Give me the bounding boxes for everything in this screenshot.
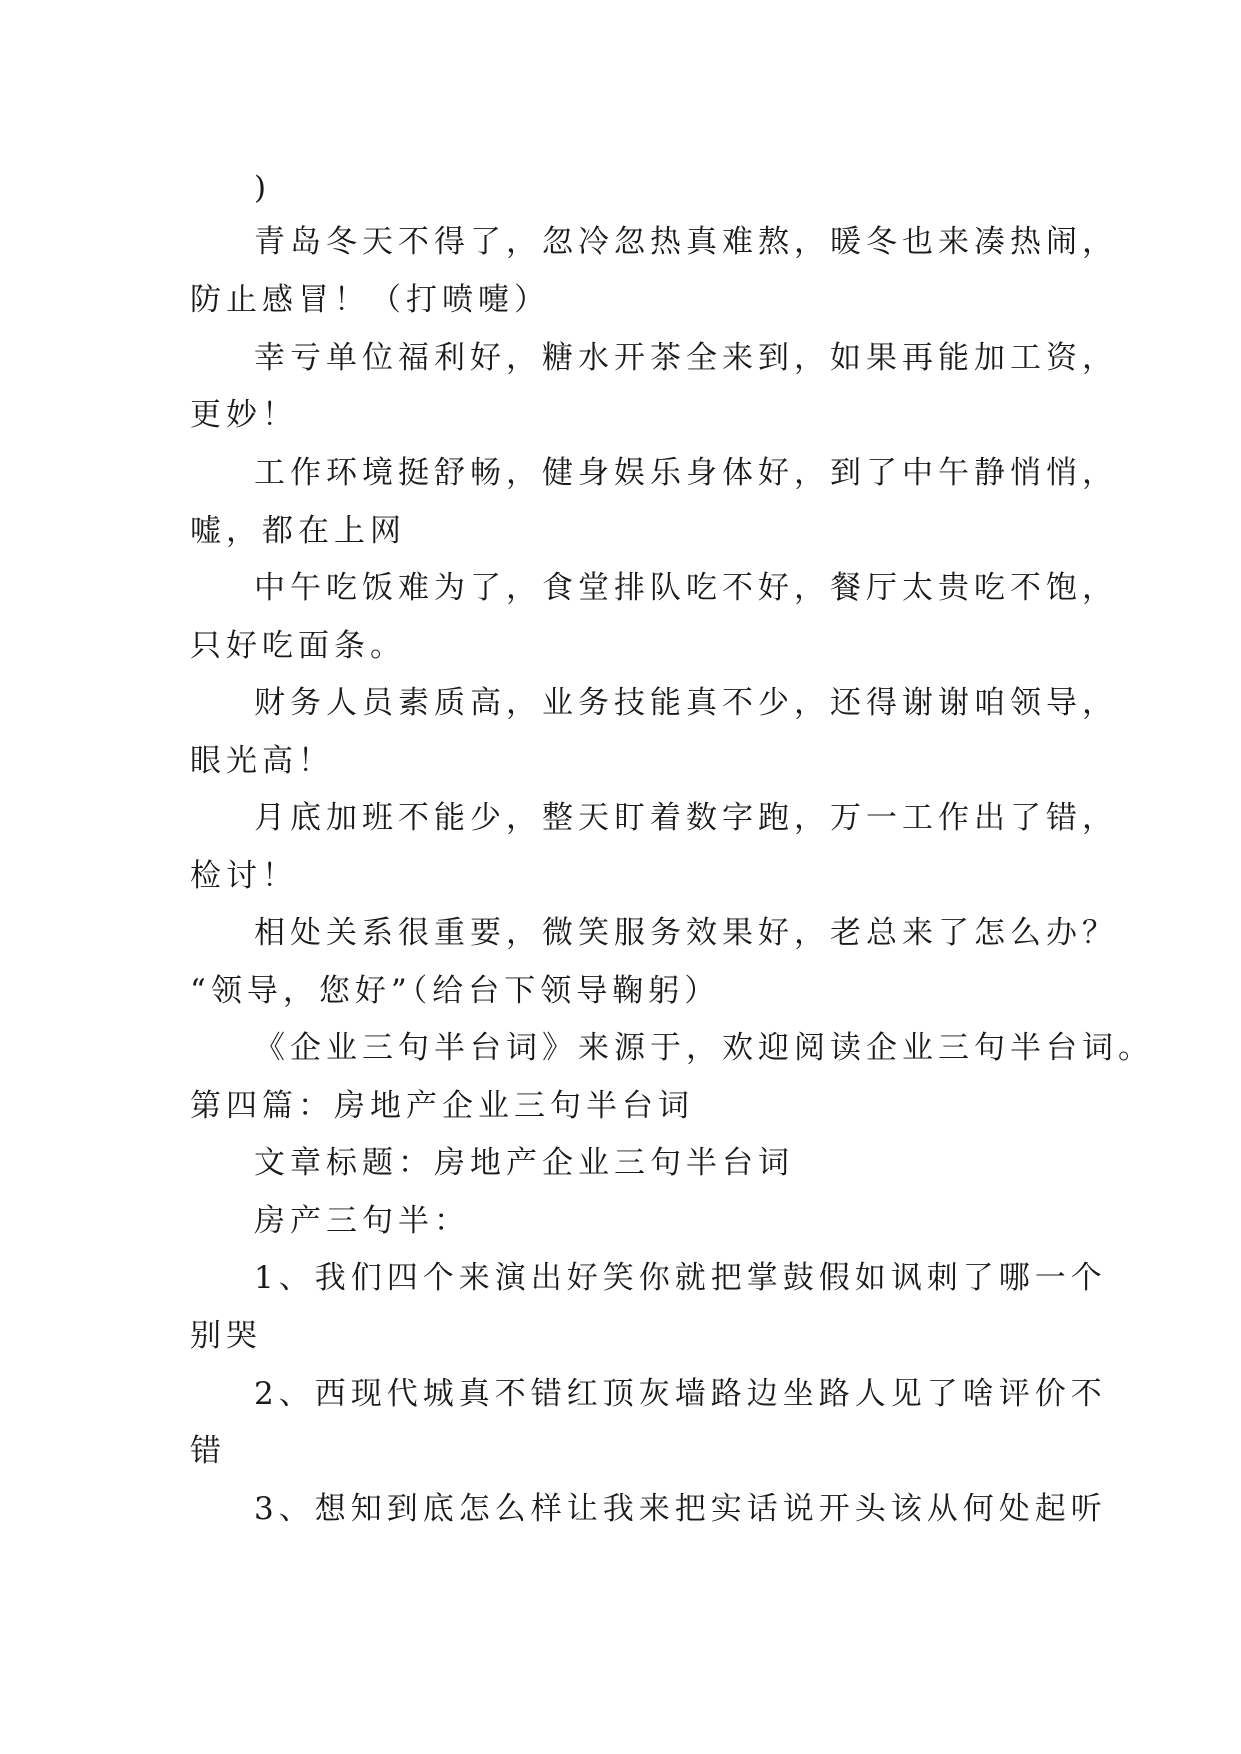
text-line: 房产三句半： — [254, 1203, 470, 1239]
text-line: 检讨！ — [190, 858, 298, 894]
text-line: 财务人员素质高，业务技能真不少，还得谢谢咱领导， — [254, 685, 1118, 721]
text-line: 青岛冬天不得了，忽冷忽热真难熬，暖冬也来凑热闹， — [254, 224, 1118, 260]
section-heading: 第四篇：房地产企业三句半台词 — [190, 1088, 694, 1124]
text-line: 只好吃面条。 — [190, 628, 406, 664]
text-line: 更妙！ — [190, 397, 298, 433]
text-line: 眼光高！ — [190, 743, 334, 779]
text-line: 3、想知到底怎么样让我来把实话说开头该从何处起听 — [254, 1491, 1107, 1527]
text-line: 嘘，都在上网 — [190, 513, 406, 549]
text-line: 2、西现代城真不错红顶灰墙路边坐路人见了啥评价不 — [254, 1376, 1107, 1412]
text-line: “领导，您好”（给台下领导鞠躬） — [190, 973, 721, 1009]
text-line: 月底加班不能少，整天盯着数字跑，万一工作出了错， — [254, 800, 1118, 836]
text-line: 相处关系很重要，微笑服务效果好，老总来了怎么办？ — [254, 915, 1118, 951]
text-line: 防止感冒！（打喷嚏） — [190, 282, 550, 318]
text-line: 文章标题：房地产企业三句半台词 — [254, 1145, 794, 1181]
text-line: 1、我们四个来演出好笑你就把掌鼓假如讽刺了哪一个 — [254, 1260, 1107, 1296]
text-line: ) — [254, 170, 272, 206]
text-line: 错 — [190, 1433, 226, 1469]
text-line: 幸亏单位福利好，糖水开茶全来到，如果再能加工资， — [254, 340, 1118, 376]
text-line: 别哭 — [190, 1318, 262, 1354]
text-line: 《企业三句半台词》来源于，欢迎阅读企业三句半台词。 — [254, 1030, 1154, 1066]
text-line: 工作环境挺舒畅，健身娱乐身体好，到了中午静悄悄， — [254, 455, 1118, 491]
text-line: 中午吃饭难为了，食堂排队吃不好，餐厅太贵吃不饱， — [254, 570, 1118, 606]
